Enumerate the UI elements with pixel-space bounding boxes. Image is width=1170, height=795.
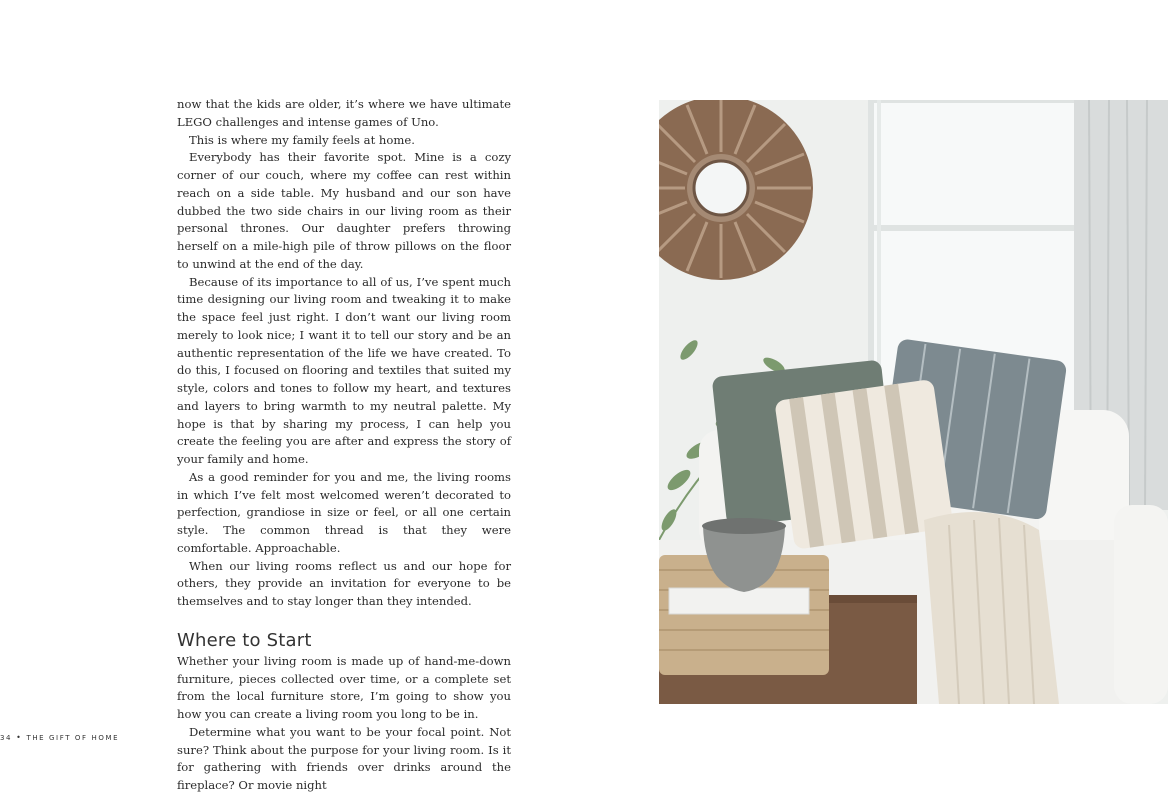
paragraph: This is where my family feels at home. — [189, 132, 415, 147]
chair — [1114, 505, 1168, 704]
paragraph: now that the kids are older, it’s where we have ultimate LEGO challenges and intense games of Uno. — [177, 97, 511, 129]
paragraph: When our living rooms reflect us and our hope for others, they provide an invitation for everyone to be themselves and to stay longer than they intended. — [177, 558, 511, 608]
page-footer — [0, 733, 119, 742]
paragraph: Whether your living room is made up of hand-me-down furniture, pieces collected over time, or a complete set from the local furniture store, I’m going to show you how you can create a living room you long to be in. — [177, 653, 511, 721]
section-heading: Where to Start — [177, 629, 312, 651]
books — [669, 588, 809, 614]
knit-throw — [924, 512, 1059, 704]
paragraph: Determine what you want to be your focal point. Not sure? Think about the purpose for your living room. Is it for gathering with friends over drinks around the fireplace? Or movie night — [177, 724, 511, 792]
book-title: THE GIFT OF HOME — [26, 733, 120, 742]
paragraph: Everybody has their favorite spot. Mine is a cozy corner of our couch, where my coffee can rest within reach on a side table. My husband and our son have dubbed the two side chairs in our living room as their personal thrones. Our daughter prefers throwing herself on a mile-high pile of throw pillows on the floor to unwind at the end of the day. — [177, 150, 511, 271]
paragraph: As a good reminder for you and me, the living rooms in which I’ve felt most welcomed weren’t decorated to perfection, grandiose in size or feel, or all one certain style. The common thread is that they were comfortable. Approachable. — [177, 469, 511, 555]
footer-separator: • — [16, 733, 23, 742]
paragraph: Because of its importance to all of us, I’ve spent much time designing our living room and tweaking it to make the space feel just right. I don’t want our living room merely to look nice; I want it to tell our story and be an authentic representation of the life we have created. To do this, I focused on flooring and textiles that suited my style, colors and tones to follow my heart, and textures and layers to bring warmth to my neutral palette. My hope is that by sharing my process, I can help you create the feeling you are after and express the story of your family and home. — [177, 274, 511, 466]
page-number: 34 — [0, 733, 13, 742]
body-text-column — [177, 96, 511, 795]
living-room-photo — [659, 100, 1168, 704]
